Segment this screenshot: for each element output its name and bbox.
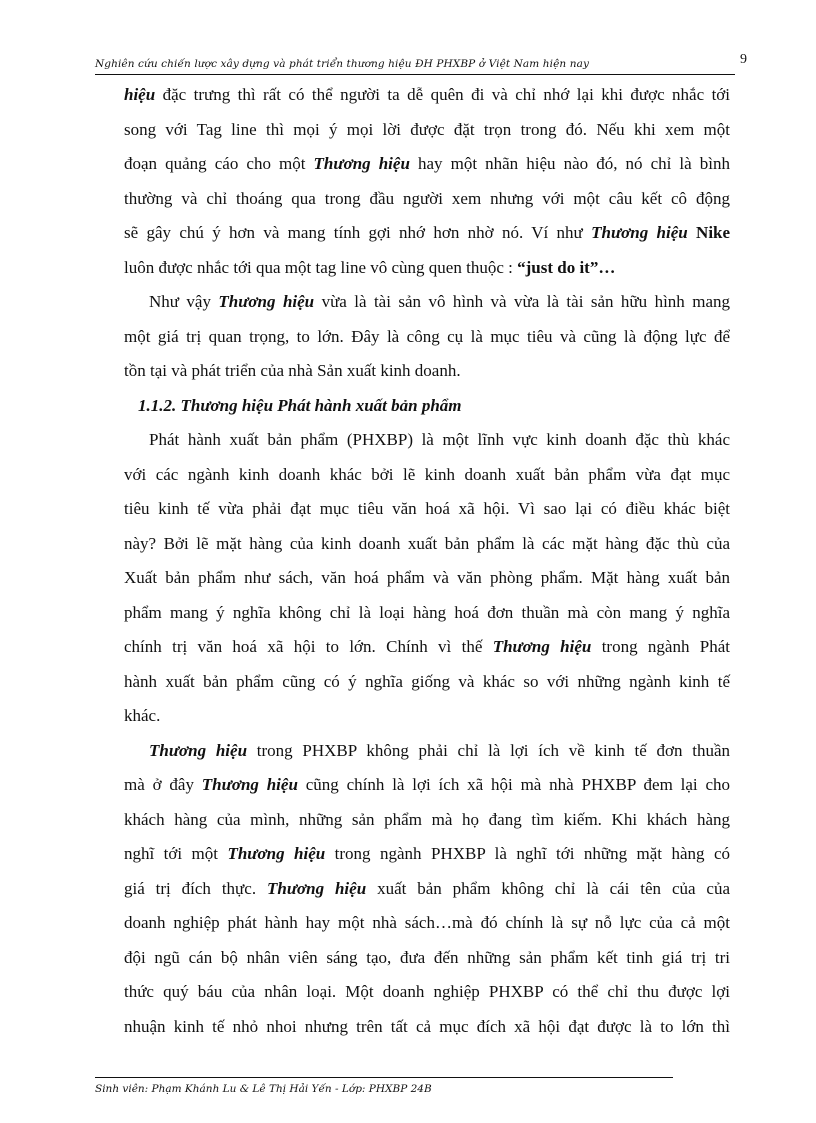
- text-line: Phát hành xuất bản phẩm (PHXBP) là một lĩnh vực kinh doanh đặc thù khác: [149, 430, 730, 449]
- header-rule: [95, 74, 735, 75]
- text-line: khách hàng của mình, những sản phẩm mà họ đang tìm kiếm. Khi khách hàng: [124, 809, 730, 829]
- footer-author: Sinh viên: Phạm Khánh Lu & Lê Thị Hải Yến - Lớp: PHXBP 24B: [95, 1083, 432, 1095]
- text-line: song với Tag line thì mọi ý mọi lời được đặt trọn trong đó. Nếu khi xem một: [124, 119, 730, 139]
- text-line: mà ở đây Thương hiệu cũng chính là lợi ích xã hội mà nhà PHXBP đem lại cho: [124, 775, 730, 794]
- text-line: với các ngành kinh doanh khác bởi lẽ kinh doanh xuất bản phẩm vừa đạt mục: [124, 464, 730, 484]
- brand-name: Nike: [696, 223, 731, 242]
- text-line: giá trị đích thực. Thương hiệu xuất bản phẩm không chỉ là cái tên của của: [124, 878, 731, 898]
- brand-term: Thương hiệu: [218, 292, 315, 311]
- brand-term: hiệu: [124, 85, 156, 104]
- text-line: khác.: [124, 706, 161, 725]
- text-line: Thương hiệu trong PHXBP không phải chỉ là lợi ích về kinh tế đơn thuần: [149, 740, 731, 760]
- header-title: Nghiên cứu chiến lược xây dựng và phát triển thương hiệu ĐH PHXBP ở Việt Nam hiện nay: [95, 58, 589, 70]
- text-line: thường và chỉ thoáng qua trong đầu người xem nhưng với một câu kết cô động: [124, 188, 730, 208]
- text-line: này? Bởi lẽ mặt hàng của kinh doanh xuất bản phẩm là các mặt hàng đặc thù của: [124, 533, 730, 553]
- brand-term: Thương hiệu: [227, 844, 326, 863]
- text-line: tiêu kinh tế vừa phải đạt mục tiêu văn hoá xã hội. Vì sao lại có điều khác biệt: [124, 499, 730, 518]
- page-number: 9: [740, 52, 747, 67]
- text-line: hành xuất bản phẩm cũng có ý nghĩa giống và khác so với những ngành kinh tế: [124, 671, 730, 691]
- brand-term: Thương hiệu: [591, 223, 688, 242]
- text-line: luôn được nhắc tới qua một tag line vô cùng quen thuộc : “just do it”…: [124, 257, 616, 277]
- text-line: thức quý báu của nhân loại. Một doanh nghiệp PHXBP có thể chỉ thu được lợi: [124, 982, 730, 1001]
- text-line: hiệu đặc trưng thì rất có thể người ta dễ quên đi và chỉ nhớ lại khi được nhắc tới: [124, 85, 731, 104]
- section-heading: 1.1.2. Thương hiệu Phát hành xuất bản phẩm: [138, 395, 462, 415]
- text-line: sẽ gây chú ý hơn và mang tính gợi nhớ hơn nhờ nó. Ví như Thương hiệu Nike: [124, 223, 731, 242]
- brand-term: Thương hiệu: [313, 154, 410, 173]
- brand-term: Thương hiệu: [201, 775, 298, 794]
- text-line: doanh nghiệp phát hành hay một nhà sách…mà đó chính là sự nỗ lực của cả một: [124, 913, 730, 932]
- text-line: nhuận kinh tế nhỏ nhoi nhưng trên tất cả mục đích xã hội đạt được là to lớn thì: [124, 1016, 730, 1036]
- text-line: đoạn quảng cáo cho một Thương hiệu hay một nhãn hiệu nào đó, nó chỉ là bình: [124, 154, 730, 173]
- text-line: một giá trị quan trọng, to lớn. Đây là công cụ là mục tiêu và cũng là động lực để: [124, 326, 730, 346]
- footer-rule: [95, 1077, 673, 1078]
- running-header: [95, 56, 735, 76]
- tagline-quote: “just do it”…: [517, 257, 616, 277]
- text-line: nghĩ tới một Thương hiệu trong ngành PHXBP là nghĩ tới những mặt hàng có: [124, 844, 731, 863]
- text-line: đội ngũ cán bộ nhân viên sáng tạo, đưa đến những sản phẩm kết tinh giá trị tri: [124, 947, 730, 967]
- text-line: phẩm mang ý nghĩa không chỉ là loại hàng hoá đơn thuần mà còn mang ý nghĩa: [124, 602, 730, 622]
- text-line: chính trị văn hoá xã hội to lớn. Chính vì thế Thương hiệu trong ngành Phát: [124, 637, 731, 656]
- text-line: Xuất bản phẩm như sách, văn hoá phẩm và văn phòng phẩm. Mặt hàng xuất bản: [124, 568, 730, 587]
- brand-term: Thương hiệu: [266, 878, 367, 898]
- brand-term: Thương hiệu: [492, 637, 592, 656]
- brand-term: Thương hiệu: [149, 740, 248, 760]
- text-line: Như vậy Thương hiệu vừa là tài sản vô hình và vừa là tài sản hữu hình mang: [149, 292, 731, 311]
- text-line: tồn tại và phát triển của nhà Sản xuất kinh doanh.: [124, 361, 461, 380]
- body-text: [124, 78, 730, 1044]
